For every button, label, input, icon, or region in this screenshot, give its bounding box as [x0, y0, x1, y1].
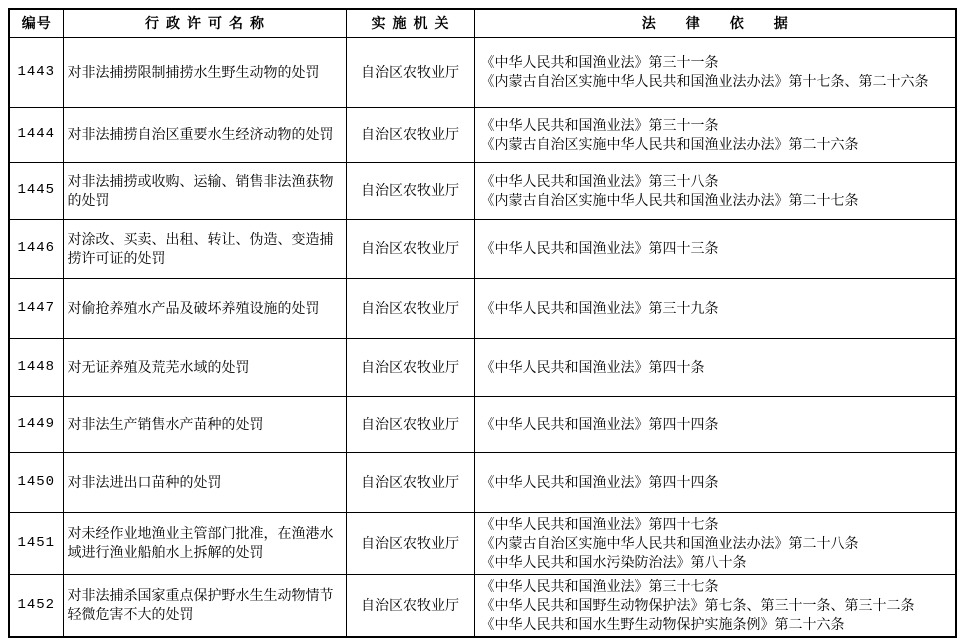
row-number-cell: 1451 [9, 512, 63, 574]
agency-cell: 自治区农牧业厅 [346, 219, 474, 278]
legal-basis-cell [474, 219, 956, 278]
row-number-cell: 1450 [9, 452, 63, 512]
legal-basis-line: 《内蒙古自治区实施中华人民共和国渔业法办法》第二十七条 [480, 191, 859, 208]
legal-basis-cell [474, 396, 956, 452]
row-number-cell: 1446 [9, 219, 63, 278]
agency-cell: 自治区农牧业厅 [346, 396, 474, 452]
legal-basis-cell [474, 162, 956, 219]
legal-basis-line: 《中华人民共和国渔业法》第四十七条 [480, 515, 719, 532]
agency-cell: 自治区农牧业厅 [346, 278, 474, 338]
legal-basis-line: 《中华人民共和国渔业法》第三十八条 [480, 172, 719, 189]
permits-table [8, 8, 957, 638]
table-row [9, 37, 956, 107]
legal-basis-line: 《内蒙古自治区实施中华人民共和国渔业法办法》第二十六条 [480, 135, 859, 152]
legal-basis-line: 《内蒙古自治区实施中华人民共和国渔业法办法》第二十八条 [480, 534, 859, 551]
agency-cell: 自治区农牧业厅 [346, 107, 474, 162]
permit-name-cell: 对非法捕捞限制捕捞水生野生动物的处罚 [63, 37, 346, 107]
permit-name-cell: 对涂改、买卖、出租、转让、伪造、变造捕捞许可证的处罚 [63, 219, 346, 278]
row-number-cell: 1452 [9, 574, 63, 637]
legal-basis-cell [474, 278, 956, 338]
legal-basis-line: 《中华人民共和国渔业法》第四十四条 [480, 415, 719, 432]
permit-name-cell: 对非法捕捞或收购、运输、销售非法渔获物的处罚 [63, 162, 346, 219]
legal-basis-line: 《中华人民共和国渔业法》第四十四条 [480, 473, 719, 490]
legal-basis-cell [474, 338, 956, 396]
agency-cell: 自治区农牧业厅 [346, 338, 474, 396]
legal-basis-line: 《中华人民共和国野生动物保护法》第七条、第三十一条、第三十二条 [480, 596, 915, 613]
legal-basis-line: 《中华人民共和国水生野生动物保护实施条例》第二十六条 [480, 615, 845, 632]
agency-cell: 自治区农牧业厅 [346, 37, 474, 107]
table-row [9, 396, 956, 452]
table-row [9, 452, 956, 512]
row-number-cell: 1449 [9, 396, 63, 452]
table-row [9, 512, 956, 574]
legal-basis-cell [474, 107, 956, 162]
row-number-cell: 1445 [9, 162, 63, 219]
table-row [9, 107, 956, 162]
legal-basis-cell [474, 512, 956, 574]
table-row [9, 278, 956, 338]
row-number-cell: 1444 [9, 107, 63, 162]
legal-basis-cell [474, 574, 956, 637]
legal-basis-line: 《中华人民共和国渔业法》第四十条 [480, 358, 705, 375]
agency-cell: 自治区农牧业厅 [346, 512, 474, 574]
column-header-agency: 实施机关 [346, 9, 474, 37]
permit-name-cell: 对非法进出口苗种的处罚 [63, 452, 346, 512]
table-header-row [9, 9, 956, 37]
table-row [9, 162, 956, 219]
agency-cell: 自治区农牧业厅 [346, 452, 474, 512]
row-number-cell: 1443 [9, 37, 63, 107]
legal-basis-line: 《中华人民共和国渔业法》第四十三条 [480, 240, 719, 256]
row-number-cell: 1448 [9, 338, 63, 396]
permit-name-cell: 对非法捕捞自治区重要水生经济动物的处罚 [63, 107, 346, 162]
permit-name-cell: 对非法生产销售水产苗种的处罚 [63, 396, 346, 452]
table-row [9, 338, 956, 396]
legal-basis-line: 《中华人民共和国渔业法》第三十一条 [480, 54, 719, 70]
legal-basis-cell [474, 452, 956, 512]
legal-basis-line: 《中华人民共和国渔业法》第三十一条 [480, 116, 719, 133]
column-header-number: 编号 [9, 9, 63, 37]
table-row [9, 219, 956, 278]
column-header-legal: 法律依据 [474, 9, 956, 37]
legal-basis-line: 《中华人民共和国渔业法》第三十九条 [480, 299, 719, 316]
permit-name-cell: 对未经作业地渔业主管部门批准，在渔港水域进行渔业船舶水上拆解的处罚 [63, 512, 346, 574]
permit-name-cell: 对偷抢养殖水产品及破坏养殖设施的处罚 [63, 278, 346, 338]
legal-basis-cell [474, 37, 956, 107]
agency-cell: 自治区农牧业厅 [346, 162, 474, 219]
permit-name-cell: 对无证养殖及荒芜水域的处罚 [63, 338, 346, 396]
legal-basis-line: 《内蒙古自治区实施中华人民共和国渔业法办法》第十七条、第二十六条 [480, 73, 929, 89]
column-header-name: 行政许可名称 [63, 9, 346, 37]
row-number-cell: 1447 [9, 278, 63, 338]
legal-basis-line: 《中华人民共和国水污染防治法》第八十条 [480, 553, 747, 570]
agency-cell: 自治区农牧业厅 [346, 574, 474, 637]
legal-basis-line: 《中华人民共和国渔业法》第三十七条 [480, 577, 719, 594]
permit-name-cell: 对非法捕杀国家重点保护野水生生动物情节轻微危害不大的处罚 [63, 574, 346, 637]
table-row [9, 574, 956, 637]
